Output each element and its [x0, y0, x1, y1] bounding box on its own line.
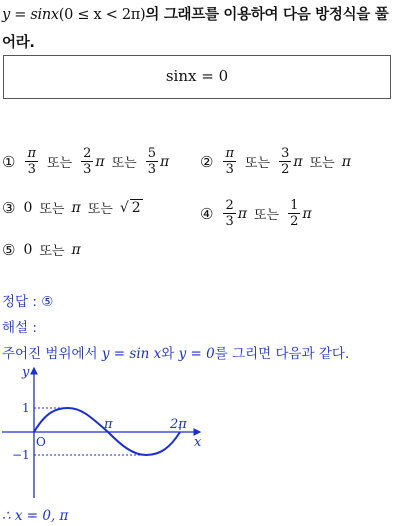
tick-pi: π [104, 417, 113, 432]
option-4-frac-b: $\frac{1}{2}$ [290, 198, 299, 229]
explanation-label: 해설 : [2, 320, 37, 336]
explanation-part-c: 를 그리면 다음과 같다. [214, 346, 350, 362]
question-line2: 어라. [2, 35, 35, 51]
origin-label: O [36, 435, 46, 449]
tick-2pi: 2π [170, 417, 187, 432]
option-5-a: 0 [23, 241, 33, 258]
option-2-frac-b: $\frac{3}{2}$ [281, 146, 290, 177]
explanation-text [2, 342, 349, 362]
explanation-part-b: 와 [161, 346, 175, 362]
question-eq-cond: (0 ≤ x < 2π) [58, 7, 146, 23]
option-1-frac-c: $\frac{5}{3}$ [147, 146, 157, 177]
tick-1: 1 [22, 401, 30, 415]
tick-minus-1: −1 [12, 448, 30, 462]
option-1[interactable] [2, 146, 169, 177]
option-5-mark: ⑤ [2, 240, 16, 259]
sine-graph [0, 362, 230, 502]
option-1-frac-a: $\frac{\pi}{3}$ [27, 146, 36, 177]
option-4[interactable] [200, 198, 312, 229]
option-5[interactable] [2, 240, 81, 259]
option-2-frac-a: $\frac{\pi}{3}$ [225, 146, 234, 177]
option-4-pi-a: π [237, 205, 247, 222]
explanation-eq-2: y = 0 [178, 346, 215, 362]
option-3-b: π [71, 199, 81, 216]
option-3-sqrt: √ 2 [119, 200, 141, 216]
question-eq-lead: y = sin [2, 7, 51, 23]
option-5-b: π [71, 241, 81, 258]
option-5-or-1: 또는 [39, 244, 65, 259]
option-1-or-1: 또는 [47, 156, 73, 171]
question-text [2, 1, 400, 57]
equation-box [3, 55, 391, 99]
option-3-or-1: 또는 [39, 202, 65, 217]
question-line1: 의 그래프를 이용하여 다음 방정식을 풀 [145, 7, 389, 23]
option-2-pi-b: π [293, 153, 303, 170]
explanation-part-a: 주어진 범위에서 [2, 346, 98, 362]
option-2-or-2: 또는 [309, 156, 335, 171]
option-1-pi-c: π [160, 153, 170, 170]
option-1-frac-b: $\frac{2}{3}$ [83, 146, 92, 177]
answer-label: 정답 : ⑤ [2, 294, 54, 310]
explanation-eq-1: y = sin x [101, 346, 162, 362]
option-4-or-1: 또는 [253, 208, 280, 223]
option-4-pi-b: π [302, 205, 312, 222]
option-1-pi-b: π [95, 153, 105, 170]
option-2-mark: ② [200, 152, 214, 171]
option-4-mark: ④ [200, 204, 214, 223]
option-4-frac-a: $\frac{2}{3}$ [225, 198, 234, 229]
conclusion: ∴ x = 0, π [2, 508, 69, 524]
option-2-c: π [341, 153, 351, 170]
equation-text: sinx = 0 [165, 67, 229, 85]
option-3-a: 0 [23, 199, 33, 216]
option-1-or-2: 또는 [111, 156, 137, 171]
option-2-or-1: 또는 [245, 156, 271, 171]
option-3-or-2: 또는 [87, 202, 113, 217]
x-axis-label: x [194, 435, 202, 450]
option-1-mark: ① [2, 152, 16, 171]
option-3-mark: ③ [2, 198, 16, 217]
y-axis-label: y [22, 365, 30, 380]
option-3[interactable] [2, 198, 143, 217]
option-2[interactable] [200, 146, 351, 177]
question-eq-var: x [50, 7, 59, 23]
